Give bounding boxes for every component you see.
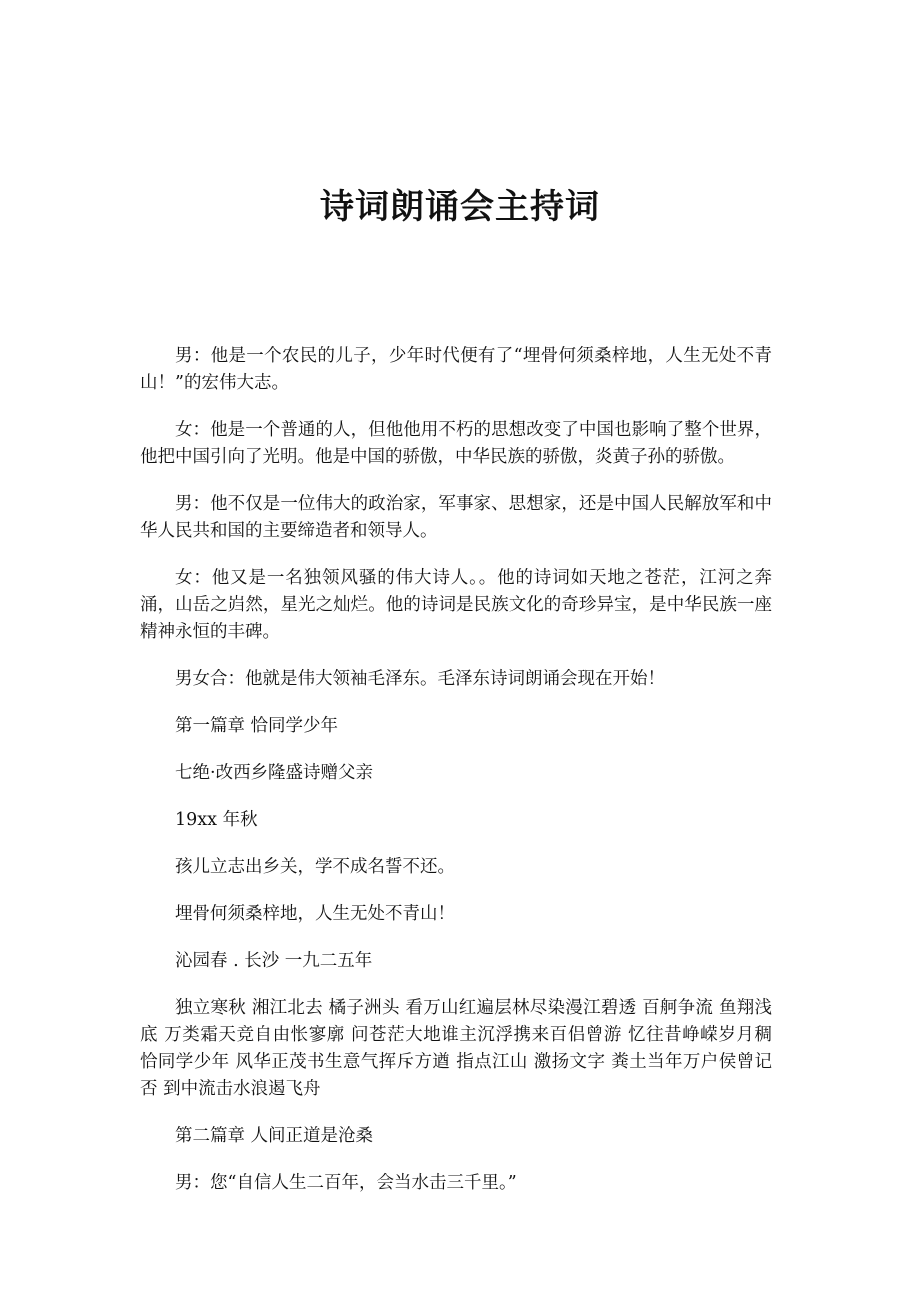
paragraph-joint-opening: 男女合：他就是伟大领袖毛泽东。毛泽东诗词朗诵会现在开始！: [175, 669, 665, 689]
poem-body-qinyuanchun: 独立寒秋 湘江北去 橘子洲头 看万山红遍层林尽染漫江碧透 百舸争流 鱼翔浅底 万类霜天竞自由怅寥廓 问苍茫大地谁主沉浮携来百侣曾游 忆往昔峥嵘岁月稠 恰同学少年 风华正茂书生意气挥斥方遒 指点江山 激扬文字 粪土当年万户侯曾记否 到中流击水浪遏飞舟: [140, 998, 772, 1099]
poem-line-1: 孩儿立志出乡关，学不成名誓不还。: [175, 857, 455, 877]
paragraph-male-statesman: 男：他不仅是一位伟大的政治家，军事家、思想家，还是中国人民解放军和中华人民共和国的主要缔造者和领导人。: [140, 494, 772, 541]
chapter-two-heading: 第二篇章 人间正道是沧桑: [175, 1126, 374, 1146]
chapter-one-heading: 第一篇章 恰同学少年: [175, 716, 339, 736]
poem-line-2: 埋骨何须桑梓地，人生无处不青山！: [175, 904, 455, 924]
poem-title-qinyuanchun: 沁园春 . 长沙 一九二五年: [175, 951, 373, 971]
paragraph-male-quote: 男：您“自信人生二百年，会当水击三千里。”: [175, 1173, 517, 1193]
paragraph-female-poet: 女：他又是一名独领风骚的伟大诗人。。他的诗词如天地之苍茫，江河之奔涌，山岳之岿然，星光之灿烂。他的诗词是民族文化的奇珍异宝，是中华民族一座精神永恒的丰碑。: [140, 568, 772, 642]
paragraph-female-intro: 女：他是一个普通的人，但他他用不朽的思想改变了中国也影响了整个世界，他把中国引向了光明。他是中国的骄傲，中华民族的骄傲，炎黄子孙的骄傲。: [140, 420, 772, 467]
document-body: [140, 343, 772, 1217]
poem-title-qijue: 七绝·改西乡隆盛诗赠父亲: [175, 763, 374, 783]
poem-date: 19xx 年秋: [175, 810, 258, 830]
paragraph-male-intro: 男：他是一个农民的儿子，少年时代便有了“埋骨何须桑梓地，人生无处不青山！”的宏伟大志。: [140, 346, 772, 393]
document-title: 诗词朗诵会主持词: [320, 187, 600, 227]
